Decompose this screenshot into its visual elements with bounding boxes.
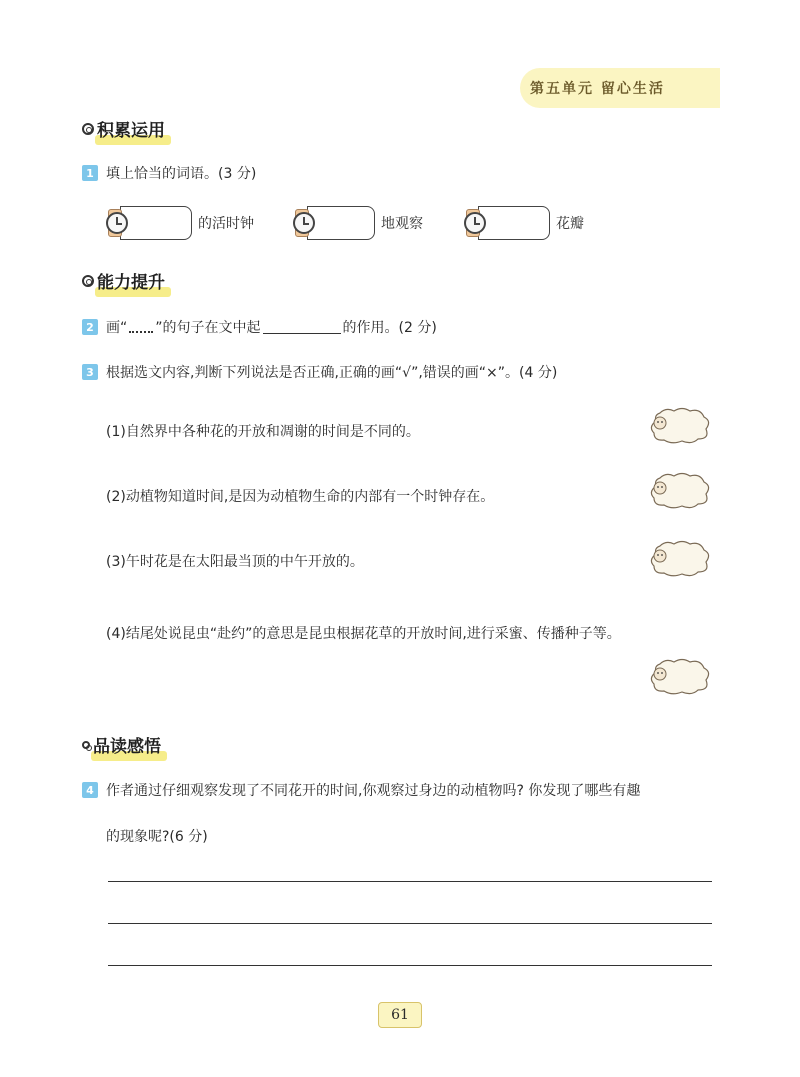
question-mid: ”的句子在文中起 <box>155 320 261 336</box>
judge-item-3: (3)午时花是在太阳最当顶的中午开放的。 <box>106 554 364 570</box>
q1-blank-3 <box>464 206 584 240</box>
question-number: 1 <box>82 165 98 181</box>
watch-answer-box <box>464 206 550 240</box>
watch-answer-box <box>106 206 192 240</box>
question-text: 填上恰当的词语。(3 分) <box>106 166 257 182</box>
answer-line[interactable] <box>108 965 712 966</box>
answer-box[interactable] <box>120 206 192 240</box>
judge-item-4: (4)结尾处说昆虫“赴约”的意思是昆虫根据花草的开放时间,进行采蜜、传播种子等。 <box>106 626 621 642</box>
section-title-text: 能力提升 <box>97 268 165 293</box>
page-number: 61 <box>378 1002 422 1028</box>
watch-icon <box>106 212 128 234</box>
watch-icon <box>293 212 315 234</box>
question-3 <box>82 362 557 382</box>
judge-item-1: (1)自然界中各种花的开放和凋谢的时间是不同的。 <box>106 424 420 440</box>
wavy-underline-mark <box>129 321 153 333</box>
blank-suffix: 地观察 <box>381 216 423 232</box>
answer-box[interactable] <box>307 206 375 240</box>
unit-label: 第五单元 留心生活 <box>520 68 720 108</box>
judge-item-2: (2)动植物知道时间,是因为动植物生命的内部有一个时钟存在。 <box>106 489 495 505</box>
watch-icon <box>464 212 486 234</box>
q1-blank-1 <box>106 206 254 240</box>
question-suffix: 的作用。(2 分) <box>342 320 437 336</box>
answer-line[interactable] <box>108 923 712 924</box>
sheep-answer-icon[interactable] <box>646 538 712 578</box>
question-prefix: 画“ <box>106 320 128 336</box>
answer-box[interactable] <box>478 206 550 240</box>
sheep-answer-icon[interactable] <box>646 405 712 445</box>
question-number: 2 <box>82 319 98 335</box>
question-text-line2: 的现象呢?(6 分) <box>106 829 208 845</box>
section-title-ability <box>82 268 165 293</box>
swirl-icon <box>82 123 94 135</box>
question-text-line1: 作者通过仔细观察发现了不同花开的时间,你观察过身边的动植物吗? 你发现了哪些有趣 <box>106 783 641 799</box>
watch-answer-box <box>293 206 375 240</box>
question-number: 4 <box>82 782 98 798</box>
section-title-reading <box>82 732 161 757</box>
q1-blank-2 <box>293 206 423 240</box>
answer-line[interactable] <box>108 881 712 882</box>
swirl-icon <box>82 741 90 749</box>
question-2 <box>82 317 437 337</box>
swirl-icon <box>82 275 94 287</box>
question-4 <box>82 780 640 800</box>
question-number: 3 <box>82 364 98 380</box>
fill-blank[interactable] <box>263 320 341 334</box>
blank-suffix: 花瓣 <box>556 216 584 232</box>
blank-suffix: 的活时钟 <box>198 216 254 232</box>
sheep-answer-icon[interactable] <box>646 470 712 510</box>
section-title-text: 品读感悟 <box>93 732 161 757</box>
section-title-accumulate <box>82 116 165 141</box>
sheep-answer-icon[interactable] <box>646 656 712 696</box>
question-text: 根据选文内容,判断下列说法是否正确,正确的画“√”,错误的画“×”。(4 分) <box>106 365 558 381</box>
section-title-text: 积累运用 <box>97 116 165 141</box>
question-1 <box>82 163 256 183</box>
